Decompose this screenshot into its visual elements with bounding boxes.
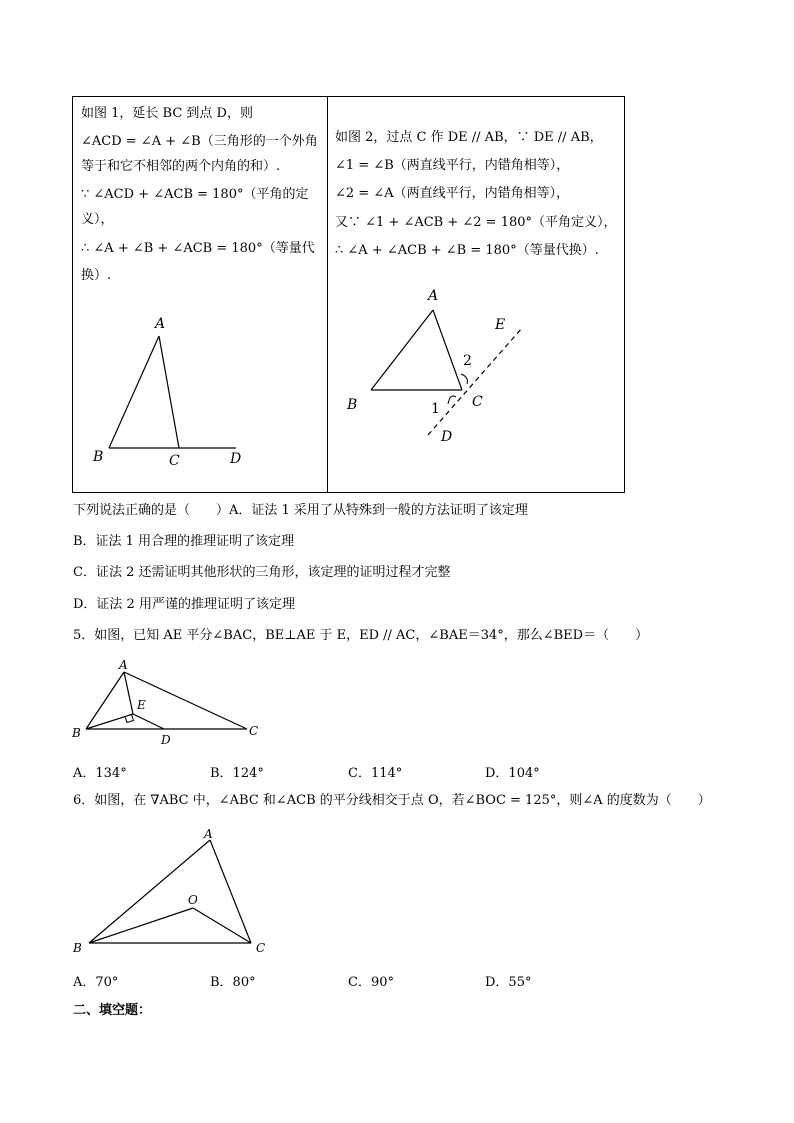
figure-q6-label-o: O bbox=[188, 893, 198, 907]
proof-1-line: 等于和它不相邻的两个内角的和）. bbox=[81, 159, 281, 174]
figure-2-label-c: C bbox=[472, 394, 483, 410]
figure-q5 bbox=[65, 655, 275, 750]
proof-1-line: ∵ ∠ACD + ∠ACB = 180°（平角的定 bbox=[81, 187, 309, 202]
figure-2-label-e: E bbox=[495, 317, 506, 333]
proof-2-line: ∴ ∠A + ∠ACB + ∠B = 180°（等量代换）. bbox=[335, 243, 599, 258]
figure-q6-label-a: A bbox=[204, 827, 213, 841]
q4-option-d: D．证法 2 用严谨的推理证明了该定理 bbox=[73, 597, 295, 612]
q5-option-d: D．104° bbox=[485, 766, 540, 781]
figure-q5-label-c: C bbox=[249, 724, 259, 738]
q5-option-a: A．134° bbox=[73, 766, 127, 781]
proof-1-line: 换）. bbox=[81, 268, 112, 283]
q4-lead: 下列说法正确的是（ ）A．证法 1 采用了从特殊到一般的方法证明了该定理 bbox=[73, 503, 528, 518]
q5-option-b: B．124° bbox=[210, 766, 264, 781]
proof-1-line: 义）， bbox=[81, 212, 114, 227]
figure-q6-label-b: B bbox=[73, 941, 82, 955]
proof-2-line: ∠2 = ∠A（两直线平行，内错角相等）， bbox=[335, 186, 570, 201]
q6-option-c: C．90° bbox=[348, 975, 394, 990]
proof-1-line: 如图 1，延长 BC 到点 D，则 bbox=[81, 106, 253, 121]
figure-1-label-d: D bbox=[230, 451, 242, 467]
figure-2-label-a: A bbox=[428, 288, 439, 304]
q5-option-c: C．114° bbox=[348, 766, 403, 781]
q6-stem: 6．如图，在 ∇ABC 中，∠ABC 和∠ACB 的平分线相交于点 O，若∠BOC = 125°，则∠A 的度数为（ ） bbox=[73, 793, 711, 808]
figure-1-label-a: A bbox=[155, 316, 166, 332]
figure-q5-label-b: B bbox=[72, 726, 81, 740]
q6-option-a: A．70° bbox=[73, 975, 119, 990]
proof-table bbox=[72, 96, 625, 493]
proof-2-line: 如图 2，过点 C 作 DE // AB，∵ DE // AB， bbox=[335, 130, 603, 145]
q5-stem: 5．如图，已知 AE 平分∠BAC，BE⊥AE 于 E，ED // AC，∠BAE＝34°，那么∠BED＝（ ） bbox=[73, 628, 649, 643]
figure-q5-label-d: D bbox=[161, 733, 171, 747]
figure-q5-label-e: E bbox=[137, 698, 146, 712]
figure-1-label-c: C bbox=[169, 453, 180, 469]
figure-2-label-1: 1 bbox=[431, 401, 440, 417]
figure-2 bbox=[327, 97, 625, 492]
figure-q5-label-a: A bbox=[119, 658, 128, 672]
q6-option-d: D．55° bbox=[485, 975, 532, 990]
q4-option-c: C．证法 2 还需证明其他形状的三角形，该定理的证明过程才完整 bbox=[73, 565, 451, 580]
figure-1-label-b: B bbox=[93, 449, 104, 465]
proof-2-line: 又∵ ∠1 + ∠ACB + ∠2 = 180°（平角定义）， bbox=[335, 215, 617, 230]
figure-2-label-2: 2 bbox=[463, 353, 472, 369]
section-heading: 二、填空题： bbox=[73, 1003, 152, 1018]
figure-q6 bbox=[65, 822, 280, 957]
proof-1-line: ∴ ∠A + ∠B + ∠ACB = 180°（等量代 bbox=[81, 241, 315, 256]
q4-option-b: B．证法 1 用合理的推理证明了该定理 bbox=[73, 534, 295, 549]
proof-2-line: ∠1 = ∠B（两直线平行，内错角相等）， bbox=[335, 158, 570, 173]
figure-2-label-b: B bbox=[347, 397, 358, 413]
figure-1 bbox=[73, 97, 327, 492]
figure-2-label-d: D bbox=[441, 429, 453, 445]
proof-1-line: ∠ACD = ∠A + ∠B（三角形的一个外角 bbox=[81, 134, 318, 149]
figure-q6-label-c: C bbox=[256, 941, 266, 955]
q6-option-b: B．80° bbox=[210, 975, 256, 990]
